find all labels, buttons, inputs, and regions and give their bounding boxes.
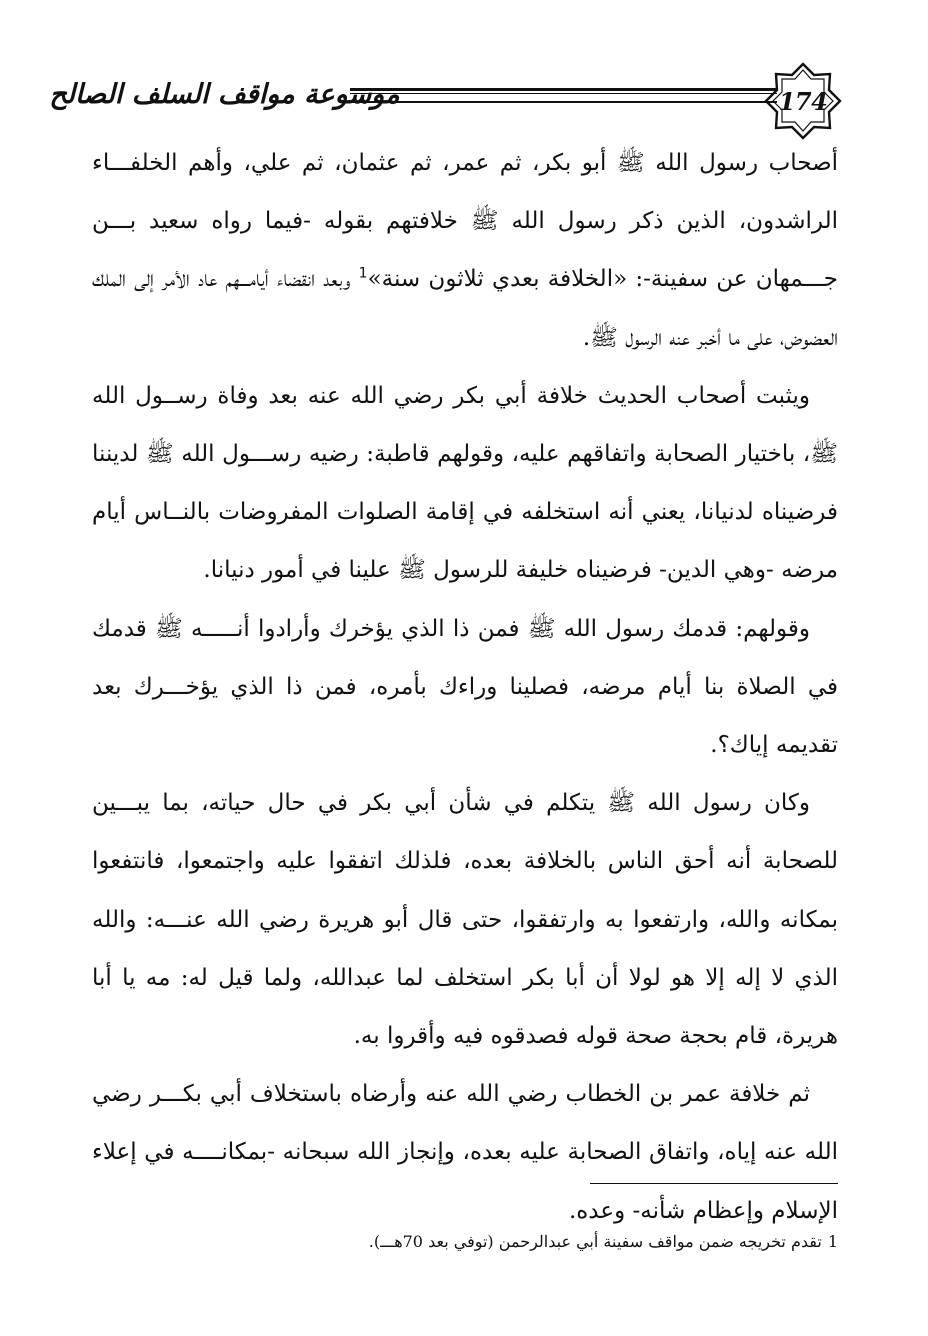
paragraph-4: وكان رسول الله ﷺ يتكلم في شأن أبي بكر في حال حياته، بما يبـــين للصحابة أنه أحق الناس بالخلافة بعده، فلذلك اتفقوا عليه واجتمعوا، فانتفعوا بمكانه والله، وارتفعوا به وارتفقوا، حتى قال أبو هريرة رضي الله عنـــه: والله الذي لا إله إلا هو لولا أن أبا بكر استخلف لما عبدالله، ولما قيل له: مه يا أبا هريرة، قام بحجة صحة قوله فصدقوه فيه وأقروا به.	[92, 790, 838, 1050]
footnote-text: تقدم تخريجه ضمن مواقف سفينة أبي عبدالرحمن (توفي بعد 70هـــ).	[368, 1232, 822, 1251]
footnote-separator	[590, 1183, 838, 1184]
footnote-number: 1	[827, 1232, 838, 1251]
paragraph-1-text-before-footnote: أصحاب رسول الله ﷺ أبو بكر، ثم عمر، ثم عثمان، ثم علي، وأهم الخلفـــاء الراشدون، الذين ذكر رسول الله ﷺ خلافتهم بقوله -فيما رواه سعيد بـــن جـــمهان عن سفينة-: «الخلافة بعدي ثلاثون سنة»	[92, 150, 838, 293]
header-rule	[350, 88, 777, 103]
series-title: موسوعة مواقف السلف الصالح	[49, 78, 400, 110]
paragraph-1	[92, 134, 838, 367]
paragraph-5: ثم خلافة عمر بن الخطاب رضي الله عنه وأرضاه باستخلاف أبي بكـــر رضي الله عنه إياه، واتفاق الصحابة عليه بعده، وإنجاز الله سبحانه -بمكانــــه في إعلاء الإسلام وإعظام شأنه- وعده.	[92, 1081, 838, 1224]
paragraph-2: ويثبت أصحاب الحديث خلافة أبي بكر رضي الله عنه بعد وفاة رســول الله ﷺ، باختيار الصحابة واتفاقهم عليه، وقولهم قاطبة: رضيه رســـول الله ﷺ لديننا فرضيناه لدنيانا، يعني أنه استخلفه في إقامة الصلوات المفروضات بالنــاس أيام مرضه -وهي الدين- فرضيناه خليفة للرسول ﷺ علينا في أمور دنيانا.	[92, 382, 838, 584]
page-number: 174	[778, 86, 828, 116]
footnote	[188, 1230, 838, 1254]
footnote-reference-1[interactable]: 1	[358, 265, 368, 282]
paragraph-3: وقولهم: قدمك رسول الله ﷺ فمن ذا الذي يؤخرك وأرادوا أنـــــه ﷺ قدمك في الصلاة بنا أيام مرضه، فصلينا وراءك بأمره، فمن ذا الذي يؤخـــرك بعد تقديمه إياك؟.	[92, 615, 838, 759]
main-text	[92, 134, 838, 1224]
paragraph-1-text-after-footnote: وبعد انقضاء أيامـــهم عاد الأمر إلى الملك العضوض، على ما أخبر عنه الرسول ﷺ.	[92, 266, 838, 351]
page-header	[49, 62, 842, 140]
